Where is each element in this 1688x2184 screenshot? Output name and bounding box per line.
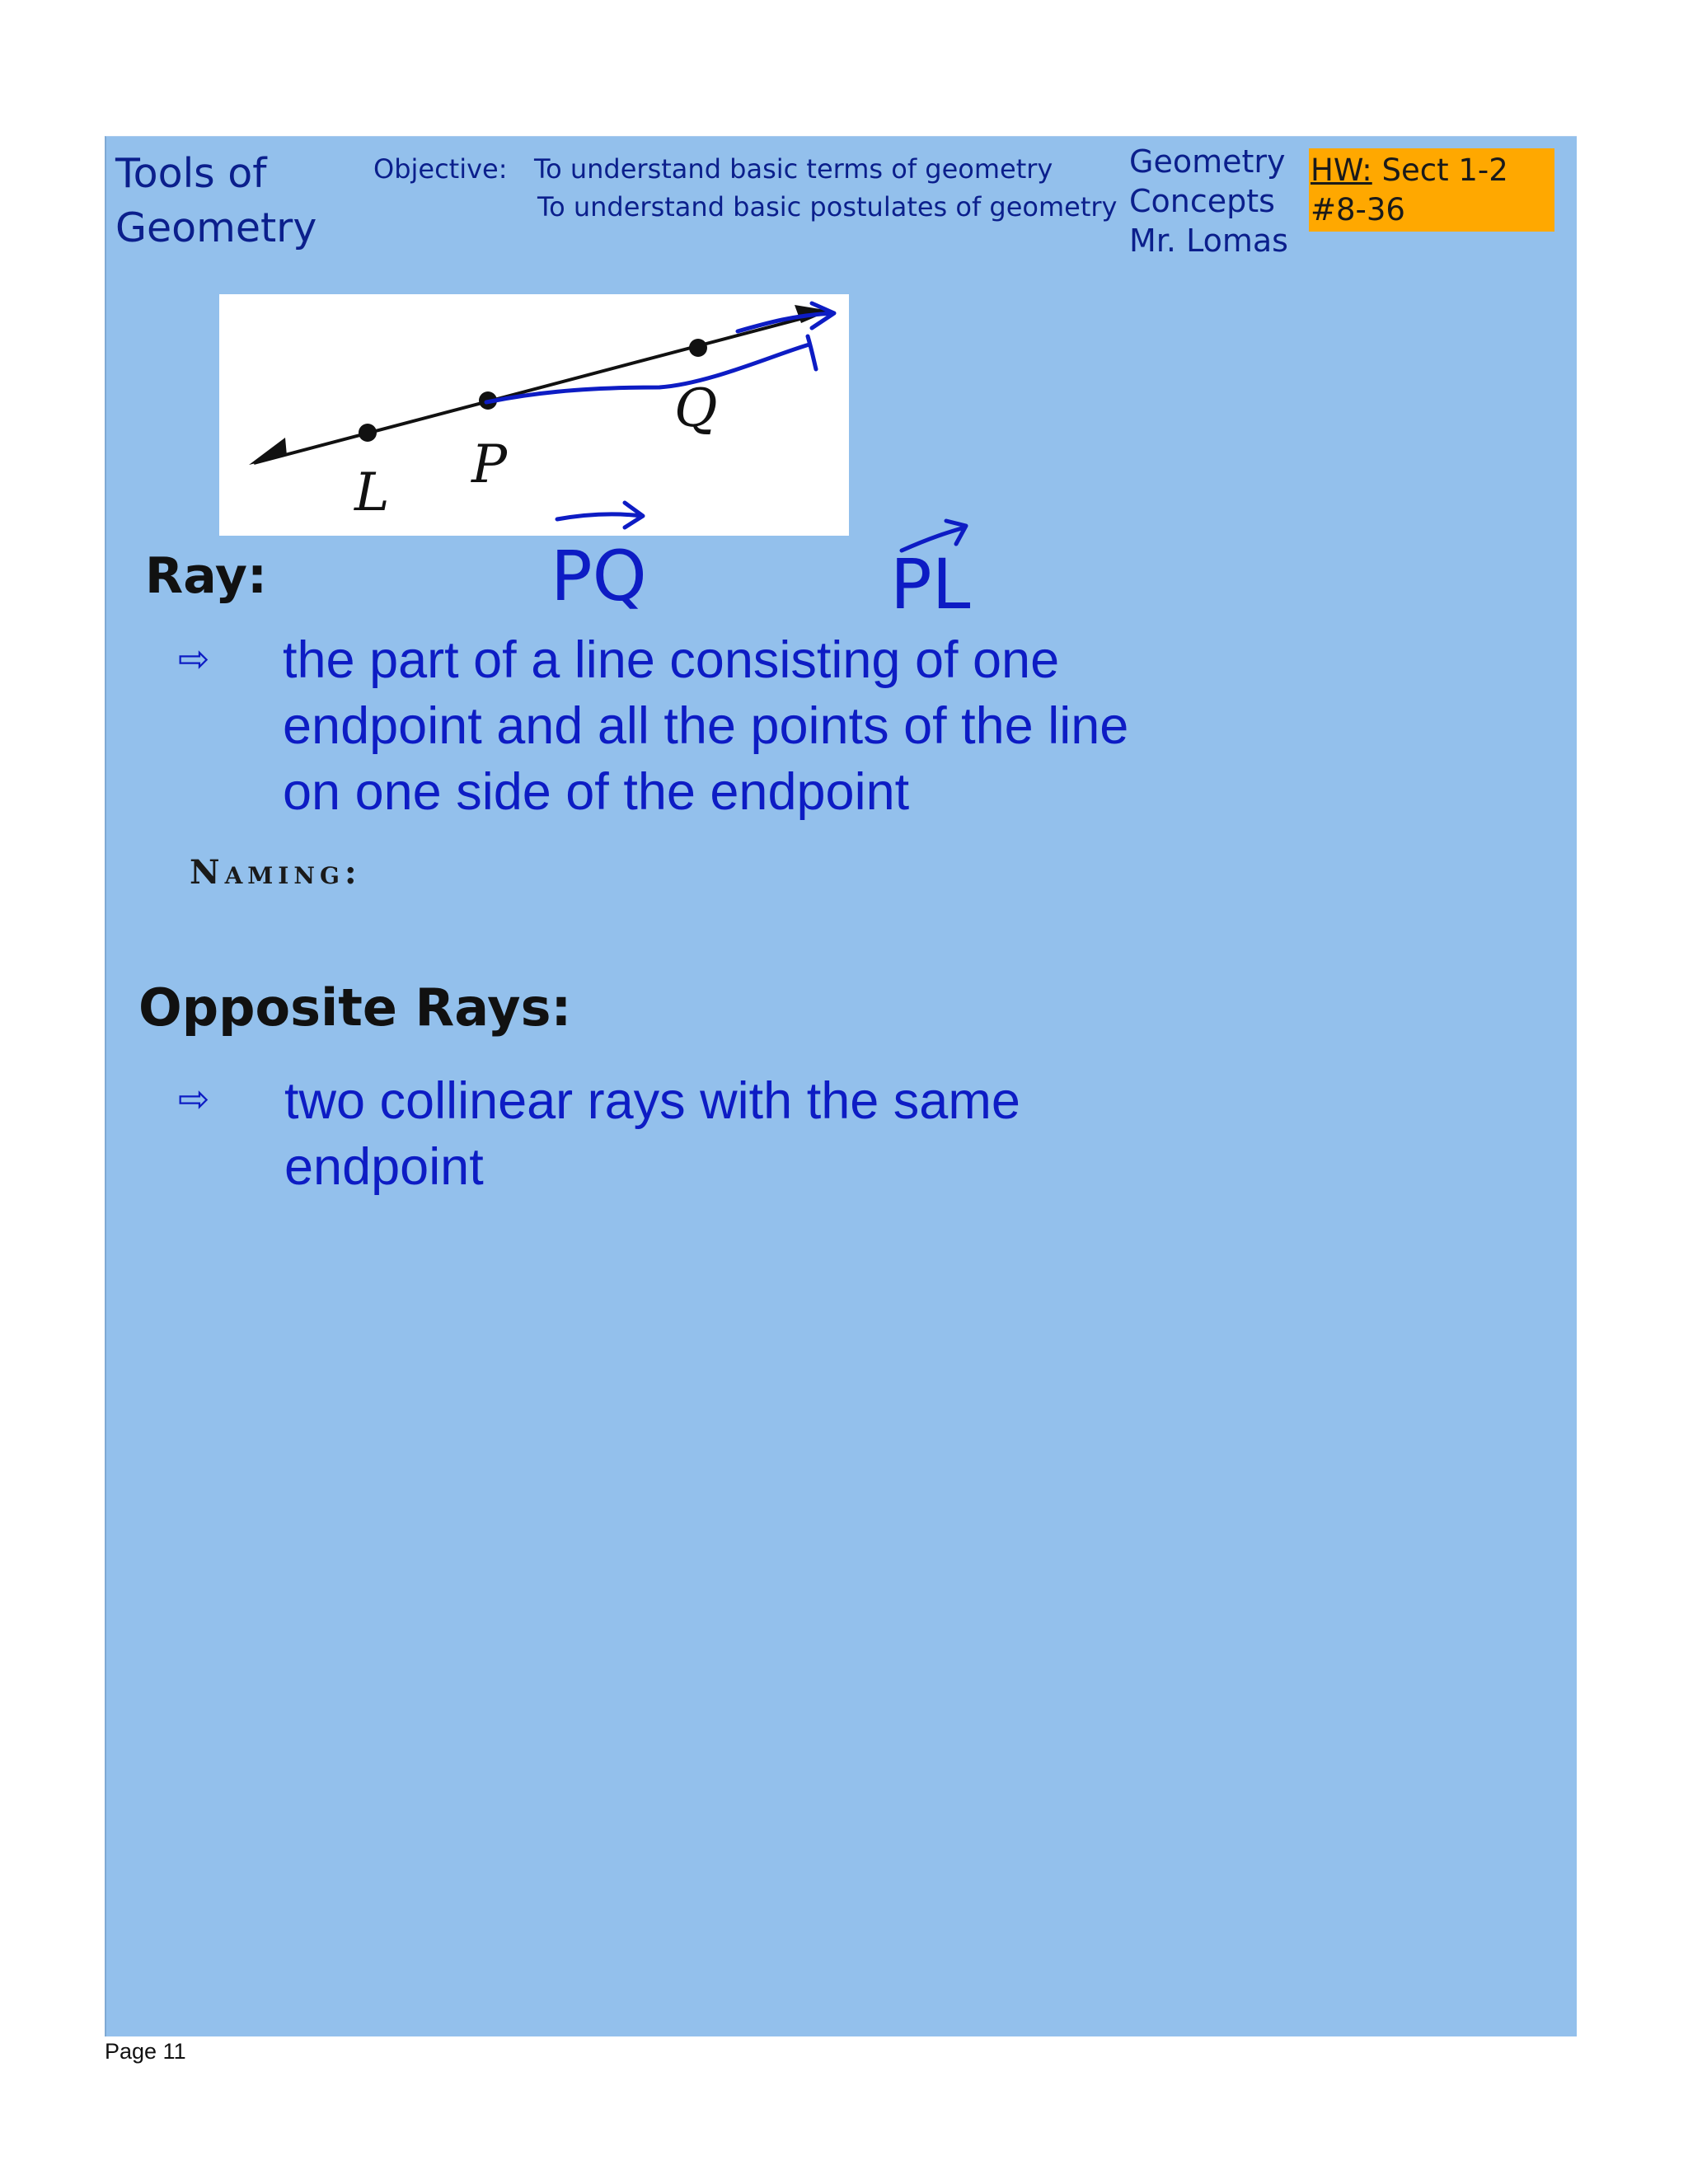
page-number: Page 11 [105,2039,186,2064]
homework-problems: #8-36 [1311,192,1405,227]
objective-1: To understand basic terms of geometry [534,153,1053,185]
teacher-name: Mr. Lomas [1129,223,1288,259]
line-lpq [254,312,825,463]
label-point-l: L [354,462,390,523]
line-diagram [219,294,849,536]
homework-box [1309,148,1554,232]
course-info [1129,142,1302,260]
point-p-dot [479,391,497,410]
ink-ray-pl-label: PL [890,544,971,625]
line-figure [219,294,849,536]
course-name-line1: Geometry [1129,143,1286,180]
course-name-line2: Concepts [1129,183,1275,219]
label-point-q: Q [674,378,718,439]
opposite-rays-bullet-arrow-icon: ⇨ [178,1076,210,1121]
ink-ray-pq-label: PQ [551,536,647,616]
point-l-dot [359,424,377,442]
ray-heading: Ray: [145,547,267,605]
homework-section: Sect 1-2 [1381,152,1508,188]
ray-definition: the part of a line consisting of one endpoint and all the points of the line on one side of the endpoint [283,631,1129,821]
homework-label: HW: [1311,152,1372,188]
topic-title: Tools of Geometry [115,150,317,251]
naming-label: Naming: [190,853,362,892]
label-point-p: P [471,434,508,495]
opposite-rays-heading: Opposite Rays: [138,977,572,1038]
objective-2: To understand basic postulates of geometry [537,191,1118,223]
opposite-rays-definition: two collinear rays with the same endpoint [284,1072,1020,1196]
ray-bullet-arrow-icon: ⇨ [178,636,210,681]
point-q-dot [689,339,707,357]
objective-label: Objective: [373,153,508,185]
